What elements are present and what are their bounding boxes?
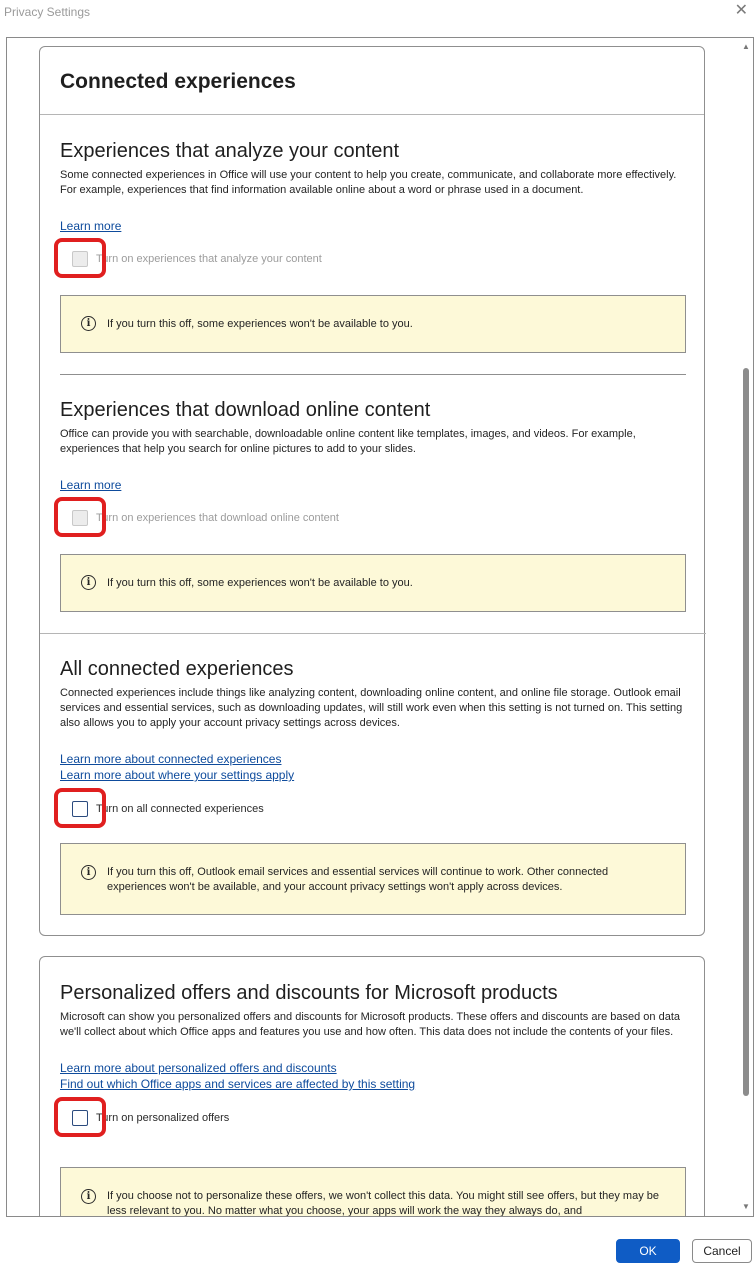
section-title: Experiences that analyze your content	[60, 140, 400, 162]
info-icon: i	[81, 316, 96, 331]
info-box	[60, 554, 686, 612]
window-title: Privacy Settings	[4, 5, 91, 19]
personalized-offers-section	[60, 981, 686, 1217]
info-box	[60, 1167, 686, 1217]
section-description: Connected experiences include things like analyzing content, downloading online content, and online file storage. Outlook email services and essential services, such as downloading updates, will still work even when this setting is not turned on. This setting also allows you to apply your account privacy settings across devices.	[60, 687, 683, 729]
download-checkbox-row	[60, 509, 686, 527]
info-box	[60, 295, 686, 353]
info-text: If you turn this off, Outlook email services and essential services will continue to work. Other connected experiences won't be available, and your account privacy settings won't apply across devices.	[107, 866, 609, 893]
analyze-checkbox-row	[60, 250, 686, 268]
section-title: All connected experiences	[60, 658, 294, 680]
checkbox-label: Turn on all connected experiences	[96, 803, 264, 815]
affected-apps-link[interactable]: Find out which Office apps and services are affected by this setting	[60, 1077, 416, 1091]
learn-more-settings-link[interactable]: Learn more about where your settings apply	[60, 768, 295, 782]
checkbox-label: Turn on experiences that download online content	[96, 512, 339, 524]
section-divider	[40, 633, 706, 634]
analyze-content-section	[60, 139, 686, 330]
info-icon: i	[81, 1189, 96, 1204]
section-title: Experiences that download online content	[60, 399, 431, 421]
info-text: If you turn this off, some experiences won't be available to you.	[107, 318, 413, 330]
section-description: Microsoft can show you personalized offers and discounts for Microsoft products. These offers and discounts are based on data we'll collect about which Office apps and features you use and how often. This data does not include the contents of your files.	[60, 1011, 681, 1038]
learn-more-link[interactable]: Learn more	[60, 219, 122, 233]
learn-more-link[interactable]: Learn more	[60, 478, 122, 492]
learn-more-connected-link[interactable]: Learn more about connected experiences	[60, 752, 282, 766]
info-icon: i	[81, 865, 96, 880]
card-title: Connected experiences	[60, 70, 296, 93]
vertical-scrollbar[interactable]	[739, 38, 753, 1216]
settings-scroll-area[interactable]	[6, 37, 754, 1217]
personalized-offers-checkbox[interactable]	[72, 1110, 88, 1126]
scrollbar-thumb[interactable]	[743, 368, 749, 1096]
all-connected-checkbox[interactable]	[72, 801, 88, 817]
checkbox-label: Turn on personalized offers	[96, 1112, 230, 1124]
personalized-offers-card	[39, 956, 705, 1217]
all-connected-section	[60, 657, 686, 893]
section-description: Office can provide you with searchable, downloadable online content like templates, images, and videos. For example, experiences that help you search for online pictures to add to your slides.	[60, 428, 636, 455]
analyze-content-checkbox[interactable]	[72, 251, 88, 267]
info-icon: i	[81, 575, 96, 590]
checkbox-label: Turn on experiences that analyze your content	[96, 253, 322, 265]
ok-button[interactable]: OK	[616, 1239, 680, 1263]
section-description: Some connected experiences in Office will use your content to help you create, communicate, and collaborate more effectively. For example, experiences that find information available online about a word or phrase used in a document.	[60, 169, 677, 196]
cancel-button[interactable]: Cancel	[692, 1239, 752, 1263]
download-content-checkbox[interactable]	[72, 510, 88, 526]
scroll-down-arrow-icon[interactable]: ▼	[742, 1202, 750, 1211]
personalized-checkbox-row	[60, 1109, 686, 1127]
section-title: Personalized offers and discounts for Microsoft products	[60, 982, 558, 1004]
info-text: If you turn this off, some experiences won't be available to you.	[107, 577, 413, 589]
section-divider	[60, 374, 686, 375]
info-box	[60, 843, 686, 915]
connected-experiences-card	[39, 46, 705, 936]
download-content-section	[60, 398, 686, 589]
info-text: If you choose not to personalize these offers, we won't collect this data. You might still see offers, but they may be less relevant to you. No matter what you choose, your apps will work the way they always do, and	[107, 1190, 660, 1217]
close-icon[interactable]: ✕	[734, 2, 748, 19]
learn-more-offers-link[interactable]: Learn more about personalized offers and discounts	[60, 1061, 337, 1075]
all-connected-checkbox-row	[60, 800, 686, 818]
title-bar	[0, 0, 756, 28]
scroll-up-arrow-icon[interactable]: ▲	[742, 42, 750, 51]
card-header	[40, 47, 704, 115]
